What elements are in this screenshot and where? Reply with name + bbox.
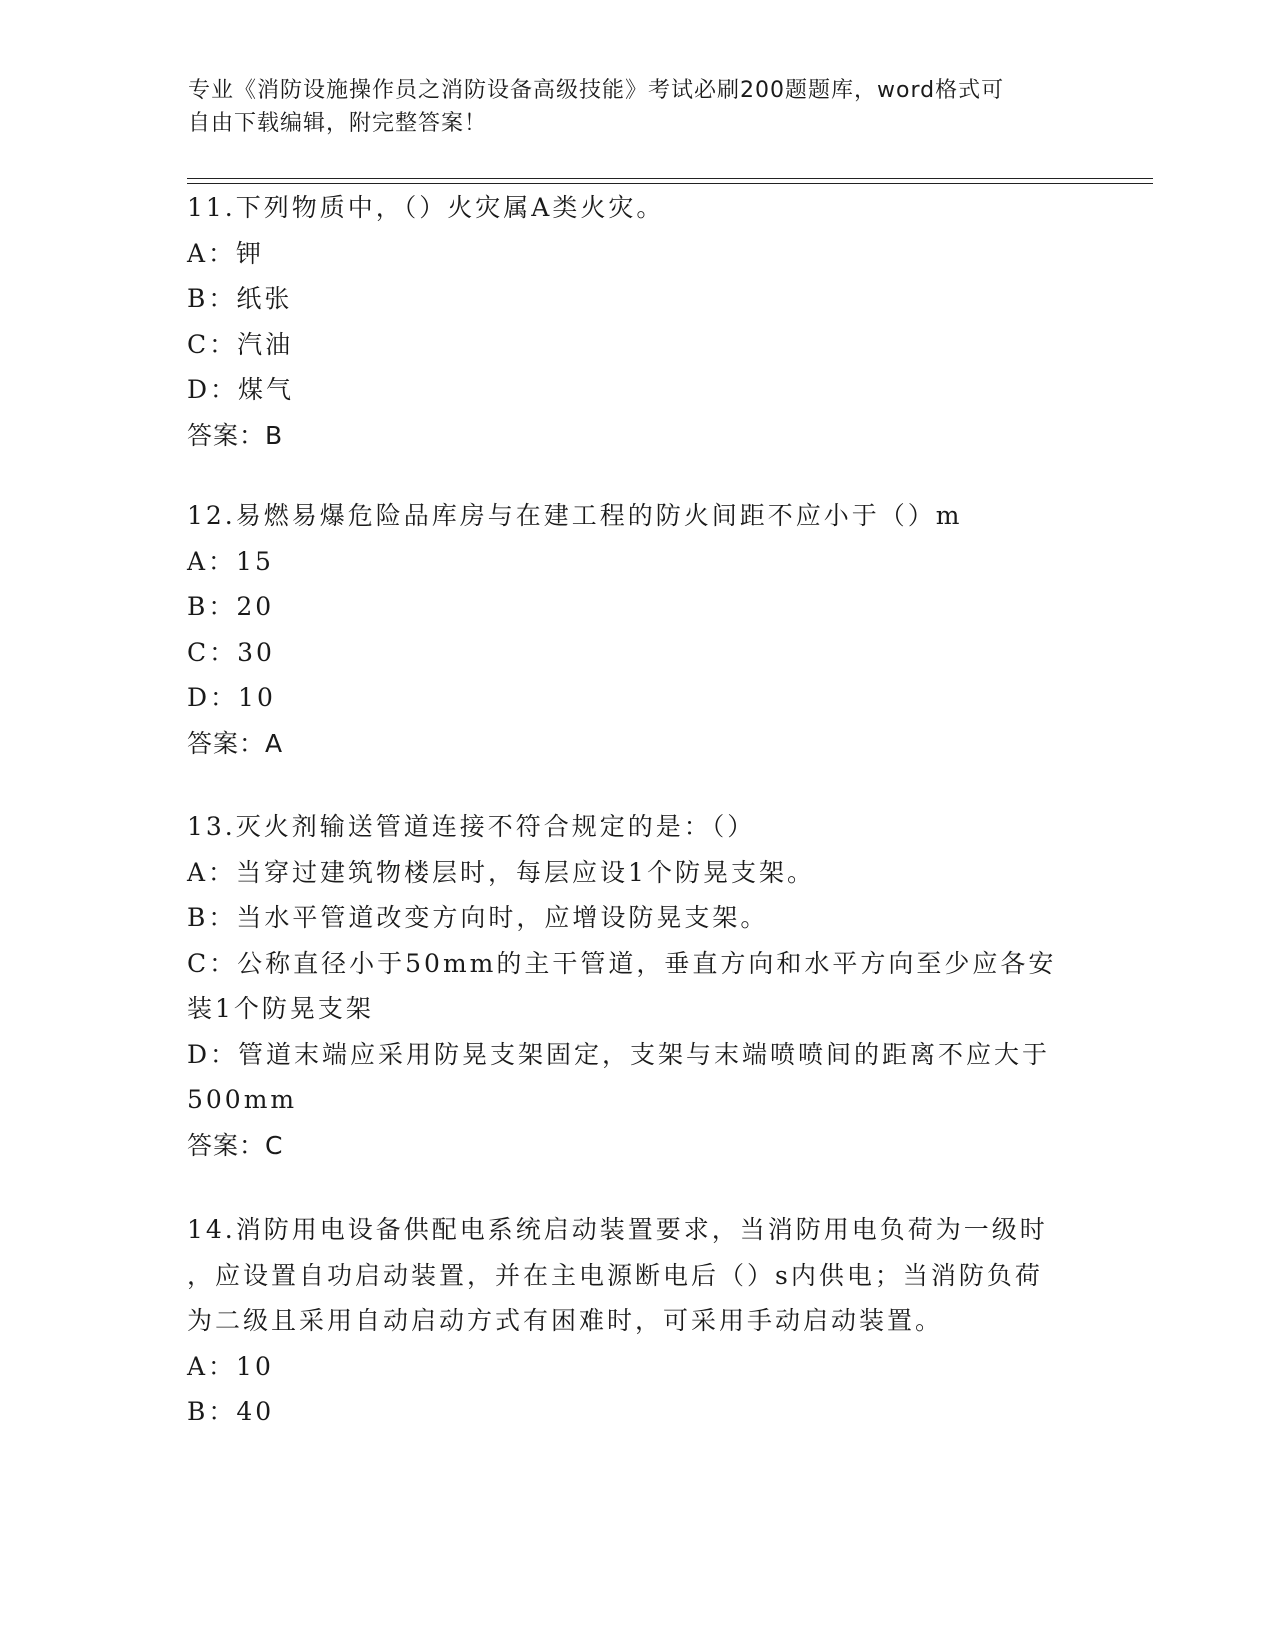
option-c-continued: 装1个防晃支架: [187, 994, 374, 1023]
option-c: C：汽油: [187, 329, 294, 359]
question-stem: 13.灭火剂输送管道连接不符合规定的是：（）: [187, 812, 756, 841]
header-line-2: 自由下载编辑，附完整答案！: [188, 111, 488, 136]
option-a: A：10: [187, 1351, 274, 1381]
header-divider-top: [187, 178, 1153, 179]
option-b: B：当水平管道改变方向时，应增设防晃支架。: [187, 903, 769, 932]
question-stem-line-2: ，应设置自功启动装置，并在主电源断电后（）s内供电；当消防负荷: [187, 1260, 1043, 1290]
option-b: B：20: [187, 592, 275, 621]
option-b: B：40: [187, 1397, 275, 1426]
question-14: [187, 1207, 1087, 1435]
option-c: C：30: [187, 637, 275, 667]
option-d: D：煤气: [187, 375, 295, 404]
answer: 答案：A: [187, 728, 284, 758]
question-stem-line-3: 为二级且采用自动启动方式有困难时，可采用手动启动装置。: [187, 1306, 944, 1335]
header-line-1: 专业《消防设施操作员之消防设备高级技能》考试必刷200题题库，word格式可: [188, 78, 1005, 103]
header-divider-bottom: [187, 183, 1153, 184]
option-d-continued: 500mm: [187, 1085, 298, 1114]
option-c: C：公称直径小于50mm的主干管道，垂直方向和水平方向至少应各安: [187, 948, 1057, 978]
question-12: [187, 493, 1087, 766]
option-a: A：15: [187, 546, 274, 576]
answer: 答案：C: [187, 1130, 284, 1160]
option-a: A：当穿过建筑物楼层时，每层应设1个防晃支架。: [187, 857, 815, 887]
option-d: D：管道末端应采用防晃支架固定，支架与末端喷喷间的距离不应大于: [187, 1039, 1051, 1069]
option-b: B：纸张: [187, 284, 293, 313]
question-stem: 12.易燃易爆危险品库房与在建工程的防火间距不应小于（）m: [187, 501, 963, 530]
answer: 答案：B: [187, 420, 284, 450]
question-11: [187, 185, 1087, 458]
question-13: [187, 804, 1087, 1168]
option-d: D：10: [187, 683, 276, 712]
option-a: A：钾: [187, 238, 265, 268]
question-stem: 11.下列物质中，（）火灾属A类火灾。: [187, 193, 665, 222]
document-header: [188, 74, 1068, 140]
question-stem-line-1: 14.消防用电设备供配电系统启动装置要求，当消防用电负荷为一级时: [187, 1215, 1048, 1244]
